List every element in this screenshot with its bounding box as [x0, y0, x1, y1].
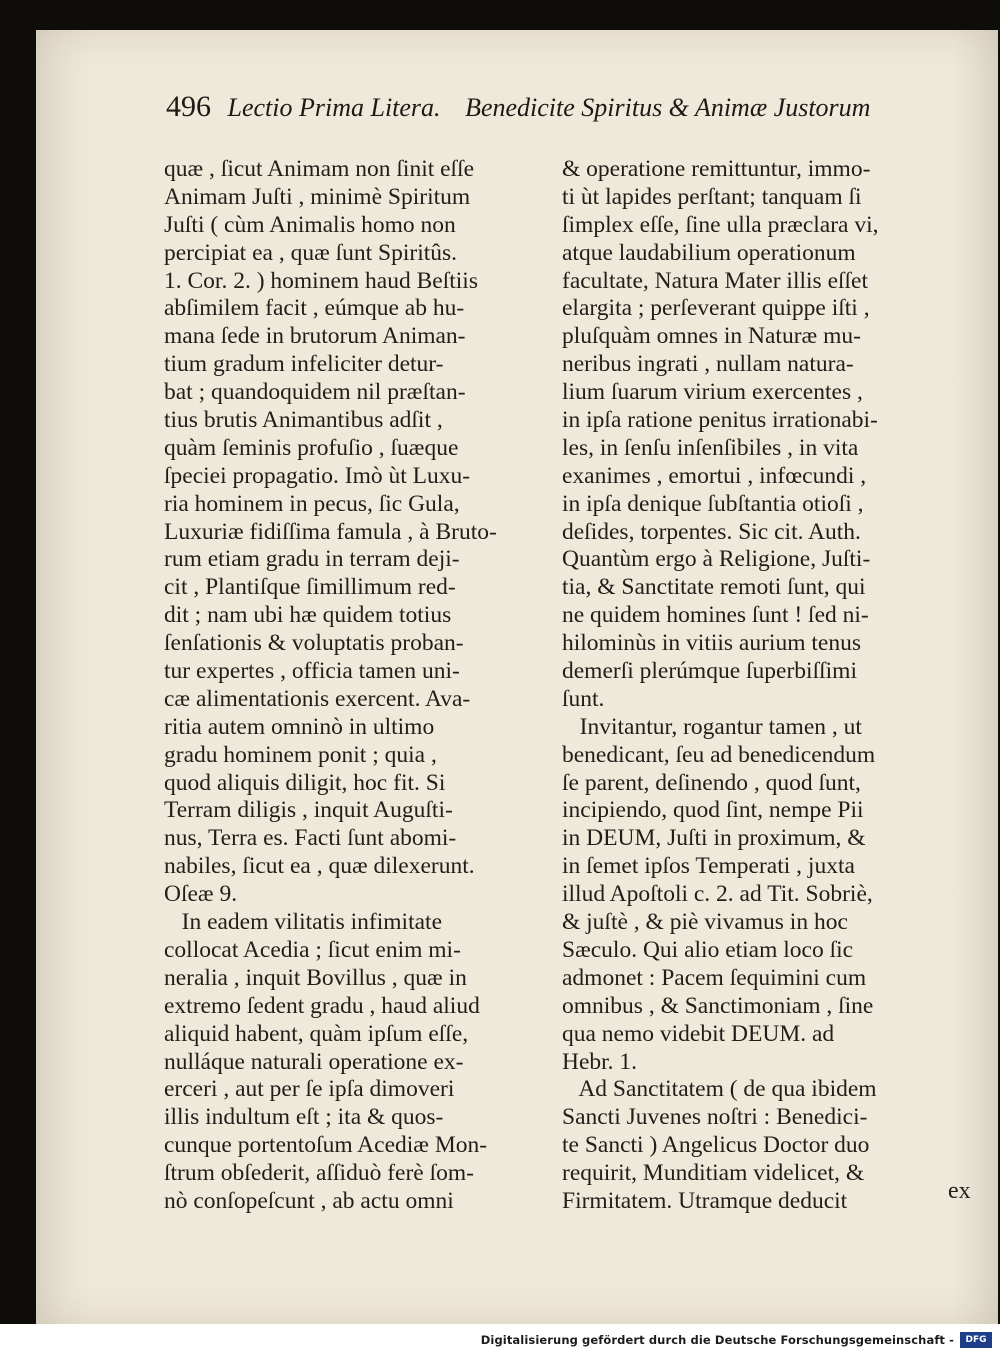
catchword: ex: [948, 1178, 971, 1204]
text-line: Invitantur, rogantur tamen , ut: [562, 713, 862, 740]
text-line: rum etiam gradu in terram deji-: [164, 546, 460, 573]
text-line: abſimilem facit , eúmque ab hu-: [164, 295, 465, 322]
text-line: extremo ſedent gradu , haud aliud: [164, 992, 480, 1019]
header-title-right: Benedicite Spiritus & Animæ Justorum: [465, 93, 871, 122]
text-line: bat ; quandoquidem nil præſtan-: [164, 379, 466, 406]
text-line: in ipſa ratione penitus irrationabi-: [562, 407, 878, 434]
text-line: ſunt.: [562, 685, 605, 712]
text-line: ſtrum obſederit, aſſiduò ferè ſom-: [164, 1160, 474, 1187]
text-line: erceri , aut per ſe ipſa dimoveri: [164, 1076, 455, 1103]
dfg-logo: DFG: [960, 1332, 992, 1348]
text-line: In eadem vilitatis infimitate: [164, 909, 443, 936]
text-line: nabiles, ſicut ea , quæ dilexerunt.: [164, 853, 475, 880]
text-line: qua nemo videbit DEUM. ad: [562, 1020, 835, 1047]
text-line: admonet : Pacem ſequimini cum: [562, 964, 867, 991]
text-line: deſides, torpentes. Sic cit. Auth.: [562, 518, 861, 545]
text-line: tium gradum infeliciter detur-: [164, 351, 444, 378]
text-line: 1. Cor. 2. ) hominem haud Beſtiis: [164, 267, 478, 294]
book-page: [36, 30, 998, 1324]
text-line: quæ , ſicut Animam non ſinit eſſe: [164, 156, 475, 182]
text-line: Ad Sanctitatem ( de qua ibidem: [562, 1076, 877, 1103]
text-line: tia, & Sanctitate remoti ſunt, qui: [562, 574, 866, 601]
text-line: Quantùm ergo à Religione, Juſti-: [562, 546, 871, 573]
text-line: quàm ſeminis profuſio , ſuæque: [164, 434, 459, 461]
text-line: in ſemet ipſos Temperati , juxta: [562, 853, 855, 880]
text-line: lium ſuarum virium exercentes ,: [562, 379, 863, 406]
text-line: demerſi plerúmque ſuperbiſſimi: [562, 658, 857, 685]
text-line: incipiendo, quod ſint, nempe Pii: [562, 797, 864, 824]
text-line: aliquid habent, quàm ipſum eſſe,: [164, 1020, 469, 1047]
text-line: illis indultum eſt ; ita & quos-: [164, 1104, 444, 1131]
text-line: requirit, Munditiam videlicet, &: [562, 1160, 865, 1187]
text-line: tur expertes , officia tamen uni-: [164, 658, 460, 685]
text-line: les, in ſenſu inſenſibiles , in vita: [562, 434, 859, 461]
text-line: benedicant, ſeu ad benedicendum: [562, 741, 876, 768]
text-line: nus, Terra es. Facti ſunt abomi-: [164, 825, 457, 852]
text-line: in DEUM, Juſti in proximum, &: [562, 825, 866, 852]
text-line: illud Apoſtoli c. 2. ad Tit. Sobriè,: [562, 881, 873, 908]
text-line: cunque portentoſum Acediæ Mon-: [164, 1132, 488, 1159]
text-line: Sæculo. Qui alio etiam loco ſic: [562, 936, 854, 963]
text-line: facultate, Natura Mater illis eſſet: [562, 267, 869, 294]
footer-bar: [0, 1324, 1000, 1356]
text-line: Animam Juſti , minimè Spiritum: [164, 183, 471, 210]
text-line: ria hominem in pecus, ſic Gula,: [164, 490, 460, 517]
text-line: cit , Plantiſque ſimillimum red-: [164, 574, 456, 601]
text-line: nulláque naturali operatione ex-: [164, 1048, 464, 1075]
text-line: cæ alimentationis exercent. Ava-: [164, 685, 471, 712]
running-header: [166, 90, 966, 124]
text-line: nò conſopeſcunt , ab actu omni: [164, 1187, 454, 1214]
text-line: ſe parent, deſinendo , quod ſunt,: [562, 769, 861, 796]
text-line: omnibus , & Sanctimoniam , ſine: [562, 992, 874, 1019]
text-line: mana ſede in brutorum Animan-: [164, 323, 466, 350]
text-line: exanimes , emortui , infœcundi ,: [562, 462, 867, 489]
text-line: dit ; nam ubi hæ quidem totius: [164, 602, 452, 629]
text-line: percipiat ea , quæ ſunt Spiritûs.: [164, 239, 458, 266]
text-line: tius brutis Animantibus adſit ,: [164, 407, 443, 434]
text-line: ſimplex eſſe, ſine ulla præclara vi,: [562, 211, 879, 238]
text-line: neribus ingrati , nullam natura-: [562, 351, 854, 378]
text-line: ſenſationis & voluptatis proban-: [164, 630, 464, 657]
left-text-column: [164, 156, 584, 1216]
header-title-left: Lectio Prima Litera.: [227, 93, 441, 122]
text-line: neralia , inquit Bovillus , quæ in: [164, 964, 467, 991]
text-line: ritia autem omninò in ultimo: [164, 713, 435, 740]
text-line: pluſquàm omnes in Naturæ mu-: [562, 323, 861, 350]
text-line: & operatione remittuntur, immo-: [562, 156, 871, 182]
text-line: ti ùt lapides perſtant; tanquam ſi: [562, 183, 862, 210]
text-line: te Sancti ) Angelicus Doctor duo: [562, 1132, 870, 1159]
text-line: Terram diligis , inquit Auguſti-: [164, 797, 453, 824]
text-line: Sancti Juvenes noſtri : Benedici-: [562, 1104, 868, 1131]
text-line: hilominùs in vitiis aurium tenus: [562, 630, 861, 657]
text-line: ne quidem homines ſunt ! ſed ni-: [562, 602, 869, 629]
text-line: elargita ; perſeverant quippe iſti ,: [562, 295, 870, 322]
footer-credit: Digitalisierung gefördert durch die Deutsche Forschungsgemeinschaft -: [480, 1333, 954, 1347]
right-text-column: [562, 156, 982, 1216]
text-line: Juſti ( cùm Animalis homo non: [164, 211, 456, 238]
text-line: quod aliquis diligit, hoc fit. Si: [164, 769, 446, 796]
text-line: Oſeæ 9.: [164, 881, 238, 908]
text-line: Firmitatem. Utramque deducit: [562, 1187, 848, 1214]
text-line: ſpeciei propagatio. Imò ùt Luxu-: [164, 462, 471, 489]
page-number: 496: [166, 90, 211, 123]
text-line: gradu hominem ponit ; quia ,: [164, 741, 437, 768]
text-line: atque laudabilium operationum: [562, 239, 856, 266]
text-line: & juſtè , & piè vivamus in hoc: [562, 909, 848, 936]
text-line: collocat Acedia ; ſicut enim mi-: [164, 936, 461, 963]
text-line: in ipſa denique ſubſtantia otioſi ,: [562, 490, 864, 517]
text-line: Luxuriæ fidiſſima famula , à Bruto-: [164, 518, 497, 545]
text-line: Hebr. 1.: [562, 1048, 638, 1075]
